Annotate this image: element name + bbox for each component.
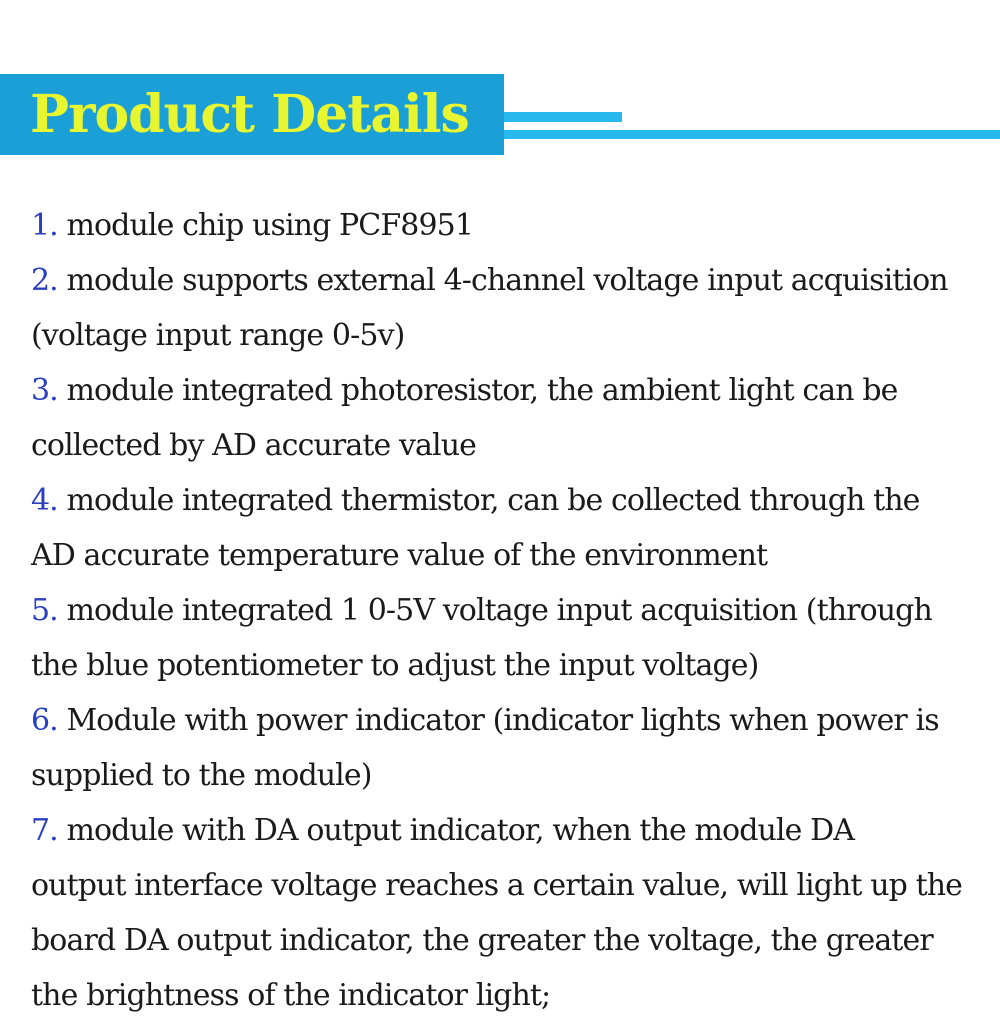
detail-item-4-cont [31, 528, 997, 583]
product-details-list [31, 198, 997, 1023]
detail-text: module with DA output indicator, when the module DA [66, 813, 855, 848]
detail-text: Module with power indicator (indicator lights when power is [66, 703, 939, 738]
detail-item-1 [31, 198, 997, 253]
detail-number: 6. [31, 703, 58, 738]
detail-item-3 [31, 363, 997, 418]
detail-text: supplied to the module) [31, 758, 372, 793]
detail-item-5-cont [31, 638, 997, 693]
detail-item-3-cont [31, 418, 997, 473]
detail-text: (voltage input range 0-5v) [31, 318, 405, 353]
detail-text: the blue potentiometer to adjust the input voltage) [31, 648, 759, 683]
detail-item-6-cont [31, 748, 997, 803]
detail-text: module integrated 1 0-5V voltage input acquisition (through [66, 593, 932, 628]
detail-number: 2. [31, 263, 58, 298]
detail-text: AD accurate temperature value of the environment [31, 538, 768, 573]
page-title: Product Details [30, 84, 469, 145]
detail-item-7-cont [31, 968, 997, 1023]
header-accent-line-long [504, 130, 1000, 139]
detail-item-7 [31, 803, 997, 858]
detail-item-2 [31, 253, 997, 308]
detail-text: module supports external 4-channel voltage input acquisition [66, 263, 948, 298]
detail-text: the brightness of the indicator light; [31, 978, 551, 1013]
detail-item-7-cont [31, 913, 997, 968]
detail-text: board DA output indicator, the greater the voltage, the greater [31, 923, 933, 958]
detail-text: module integrated photoresistor, the ambient light can be [66, 373, 898, 408]
detail-item-5 [31, 583, 997, 638]
detail-text: output interface voltage reaches a certain value, will light up the [31, 868, 963, 903]
detail-number: 1. [31, 208, 58, 243]
detail-number: 7. [31, 813, 58, 848]
detail-text: module chip using PCF8951 [66, 208, 474, 243]
header-accent-line-short [504, 112, 622, 122]
detail-text: module integrated thermistor, can be collected through the [66, 483, 920, 518]
detail-text: collected by AD accurate value [31, 428, 476, 463]
detail-item-6 [31, 693, 997, 748]
detail-item-4 [31, 473, 997, 528]
detail-number: 3. [31, 373, 58, 408]
detail-number: 4. [31, 483, 58, 518]
detail-item-2-cont [31, 308, 997, 363]
detail-item-7-cont [31, 858, 997, 913]
detail-number: 5. [31, 593, 58, 628]
